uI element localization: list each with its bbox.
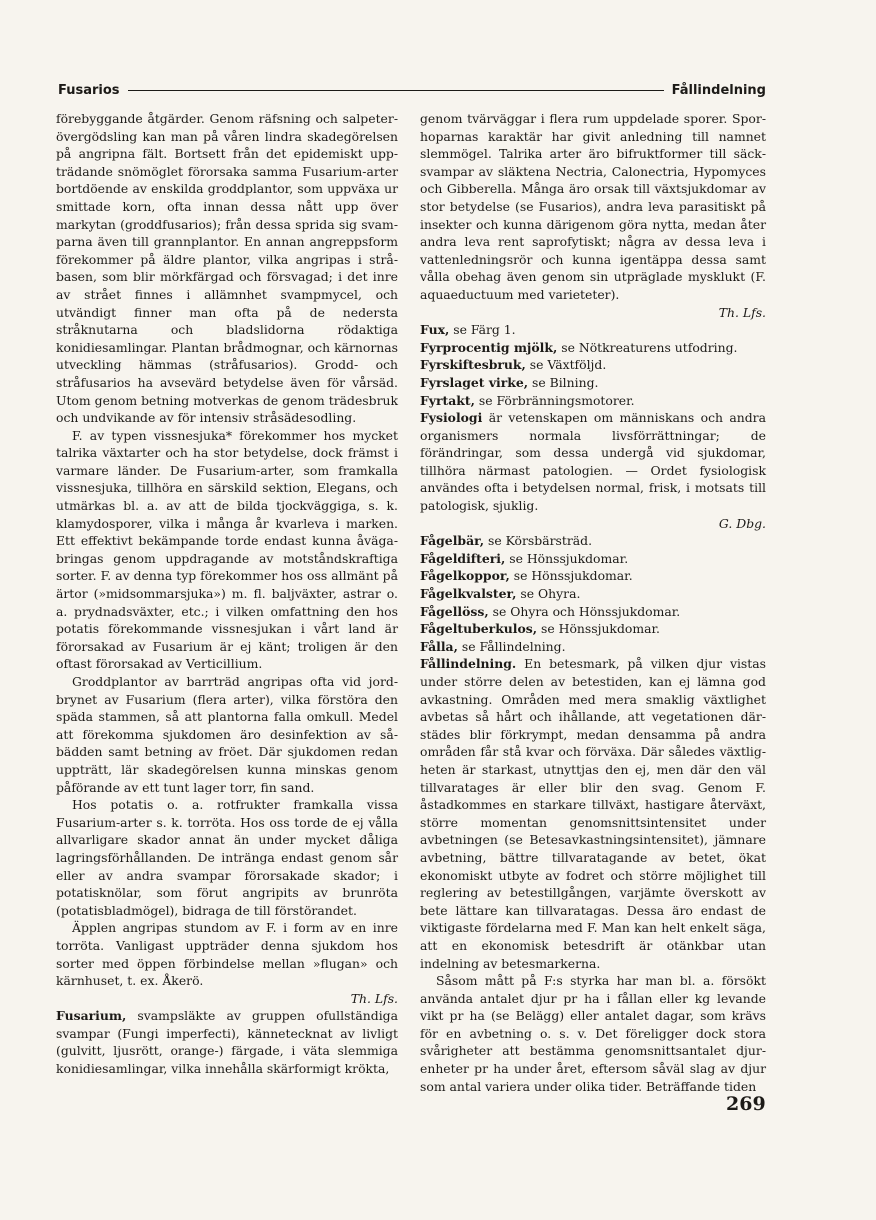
entry-text: se Hönssjukdomar. xyxy=(537,621,660,637)
header-right: Fållindelning xyxy=(671,82,766,98)
entry-text: se Hönssjukdomar. xyxy=(505,550,629,566)
paragraph-text: Äpplen angripas stundom av F. i form av en inre torröta. Vanligast uppträder denna sjukdom hos sorter med öppen förbindelse mellan »flugan» och kärnhuset, t. ex. Åkerö. xyxy=(56,920,398,989)
entry-lemma: Fågelkvalster, xyxy=(420,586,517,602)
entry xyxy=(420,392,766,410)
entry-lemma: Fyrslaget virke, xyxy=(420,374,529,390)
header-left: Fusarios xyxy=(58,82,120,98)
entry-text: se Ohyra och Hönssjukdomar. xyxy=(488,603,681,619)
entry xyxy=(420,374,766,392)
right-column xyxy=(420,110,766,1095)
entry xyxy=(420,567,766,585)
running-header xyxy=(58,80,766,100)
header-rule xyxy=(128,90,664,91)
entry-lemma: Fyrskiftesbruk, xyxy=(420,357,526,373)
entry xyxy=(420,585,766,603)
paragraph: förebyggande åtgärder. Genom räfsning och salpeterövergödsling kan man på våren lindra skadegörelsen på angripna fält. Bortsett från det epidemiskt uppträdande snömöglet förorsaka samma Fusarium-arter bortdöende av enskilda groddplantor, som uppväxa ur smittade korn, ofta innan dessa nått upp över markytan (groddfusarios); från dessa sprida sig svamparna även till grannplantor. En annan angreppsform förekommer på äldre plantor, vilka angripas i stråbasen, som blir mörkfärgad och försvagad; i det inre av strået finnes i allämnhet svampmycel, och utvändigt finner man ofta på de nedersta stråknutarna och bladslidorna rödaktiga konidiesamlingar. Plantan brådmognar, och kärnornas utveckling hämmas (stråfusarios). Grodd- och stråfusarios ha avsevärd betydelse även för vårsäd. Utom genom betning motverkas de genom trädesbruk och undvikande av för intensiv stråsädesodling. xyxy=(56,111,398,426)
entry-text: är vetenskapen om människans och andra organismers normala livsförrättningar; de förändringar, som dessa undergå vid sjukdomar, tillhöra närmast patologien. — Ordet fysiologisk användes ofta i betydelsen normal, frisk, i motsats till patologisk, sjuklig. xyxy=(420,410,766,514)
entry-lemma: Fux, xyxy=(420,322,450,338)
entry xyxy=(420,550,766,568)
author-signature: Th. Lfs. xyxy=(718,304,766,320)
page-number: 269 xyxy=(726,1093,766,1115)
paragraph xyxy=(420,110,766,321)
entry-text: se Ohyra. xyxy=(516,586,581,602)
paragraph: Såsom mått på F:s styrka har man bl. a. försökt använda antalet djur pr ha i fållan eller kg levande vikt pr ha (se Belägg) eller antalet dagar, som krävs för en avbetning o. s. v. Det föreligger dock stora svårigheter att bestämma genomsnittsantalet djurenheter pr ha under året, eftersom såväl slag av djur som antal variera under olika tider. Beträffande tiden xyxy=(420,973,766,1094)
entry-lemma: Fålla, xyxy=(420,638,458,654)
paragraph-text: genom tvärväggar i flera rum uppdelade sporer. Sporhoparnas karaktär har givit anledning till namnet slemmögel. Talrika arter äro bifruktformer till säcksvampar av släktena Nectria, Calonectria, Hypomyces och Gibberella. Många äro orsak till växtsjukdomar av stor betydelse (se Fusarios), andra leva parasitiskt på insekter och kunna därigenom göra nytta, medan åter andra leva rent saprofytiskt; några av dessa leva i vattenledningsrör och kunna igentäppa dessa samt vålla obehag även genom sin utpräglade mysklukt (F. aquaeductuum med varieteter). xyxy=(420,111,766,302)
entry-fallindelning xyxy=(420,655,766,972)
paragraph xyxy=(56,919,398,1007)
entry-text: svampsläkte av gruppen ofullständiga svampar (Fungi imperfecti), kännetecknat av livligt (gulvitt, ljusrött, orange-) färgade, i väta slemmiga konidiesamlingar, vilka innehålla skärformigt krökta, xyxy=(56,1008,398,1077)
author-signature: G. Dbg. xyxy=(718,515,766,531)
entry-fusarium xyxy=(56,1007,398,1077)
paragraph: Hos potatis o. a. rotfrukter framkalla vissa Fusarium-arter s. k. torröta. Hos oss torde de ej vålla allvarligare skador annat än under mycket dåliga lagringsförhållanden. De inträngа endast genom sår eller av andra svampar förorsakade skador; i potatisknölar, som förut angripits av brunröta (potatisbladmögel), bidraga de till förstörandet. xyxy=(56,797,398,918)
entry-lemma: Fyrprocentig mjölk, xyxy=(420,339,558,355)
entry-text: En betesmark, på vilken djur vistas under större delen av betestiden, kan ej lämna god avkastning. Områden med mera smaklig växtlighet avbetas så hårt och ihållande, att vegetationen därstädes blir förkrympt, medan densamma på andra områden får stå kvar och förväxa. Där således växtligheten är starkast, utnyttjas den ej, men där den väl tillvaratages är eller blir den svag. Genom F. åstadkommes en starkare tillväxt, hastigare återväxt, större momentan genomsnittsintensitet under avbetningen (se Betesavkastningsintensitet), jämnare avbetning, bättre tillvaratagande av betet, ökat ekonomiskt utbyte av fodret och större möjlighet till reglering av betestillgången, varjämte överskott av bete lättare kan tillvaratagas. Dessa äro endast de viktigaste fördelarna med F. Man kan helt enkelt säga, att en ekonomisk betesdrift är otänkbar utan indelning av betesmarkerna. xyxy=(420,656,766,971)
entry-lemma: Fågelbär, xyxy=(420,533,485,549)
entry xyxy=(420,603,766,621)
paragraph: Groddplantor av barrträd angripas ofta vid jordbrynet av Fusarium (flera arter), vilka förstöra den späda stammen, så att plantorna falla omkull. Medel att förekomma sjukdomen äro desinfektion av såbädden samt betning av fröet. Där sjukdomen redan uppträtt, lär skadegörelsen kunna minskas genom påförande av ett tunt lager torr, fin sand. xyxy=(56,674,398,795)
entry-lemma: Fågeltuberkulos, xyxy=(420,621,538,637)
entry-text: se Hönssjukdomar. xyxy=(509,568,633,584)
entry xyxy=(420,532,766,550)
author-signature: Th. Lfs. xyxy=(350,990,398,1006)
entry-lemma: Fågelkoppor, xyxy=(420,568,510,584)
entry-lemma: Fusarium, xyxy=(56,1008,127,1024)
entry-lemma: Fyrtakt, xyxy=(420,392,475,408)
entry-text: se Växtföljd. xyxy=(525,357,607,373)
entry-text: se Färg 1. xyxy=(449,322,516,338)
entry-lemma: Fysiologi xyxy=(420,410,483,426)
entry xyxy=(420,339,766,357)
entry xyxy=(420,620,766,638)
entry-text: se Bilning. xyxy=(528,374,599,390)
entry xyxy=(420,638,766,656)
entry-text: se Körsbärsträd. xyxy=(484,533,593,549)
entry-text: se Nötkreaturens utfodring. xyxy=(557,339,738,355)
entry-lemma: Fågeldifteri, xyxy=(420,550,506,566)
entry xyxy=(420,356,766,374)
entry-fysiologi xyxy=(420,409,766,532)
entry-text: se Fållindelning. xyxy=(457,638,566,654)
entry-lemma: Fållindelning. xyxy=(420,656,517,672)
left-column xyxy=(56,110,398,1078)
entry-text: se Förbränningsmotorer. xyxy=(474,392,635,408)
entry-lemma: Fågellöss, xyxy=(420,603,489,619)
paragraph: F. av typen vissnesjuka* förekommer hos mycket talrika växtarter och ha stor betydelse, dock främst i varmare länder. De Fusarium-arter, som framkalla vissnesjuka, tillhöra en särskild sektion, Elegans, och utmärkas bl. a. av att de bilda tjockväggiga, s. k. klamydosporer, vilka i många år kvarleva i marken. Ett effektivt bekämpande torde endast kunna åvägabringas genom uppdragande av motståndskraftiga sorter. F. av denna typ förekommer hos oss allmänt på ärtor (»midsommarsjuka») m. fl. baljväxter, astrar o. a. prydnadsväxter, etc.; i vilken omfattning den hos potatis förekommande vissnesjukan i vårt land är förorsakad av Fusarium är ej känt; troligen är den oftast förorsakad av Verticillium. xyxy=(56,427,398,672)
entry xyxy=(420,321,766,339)
